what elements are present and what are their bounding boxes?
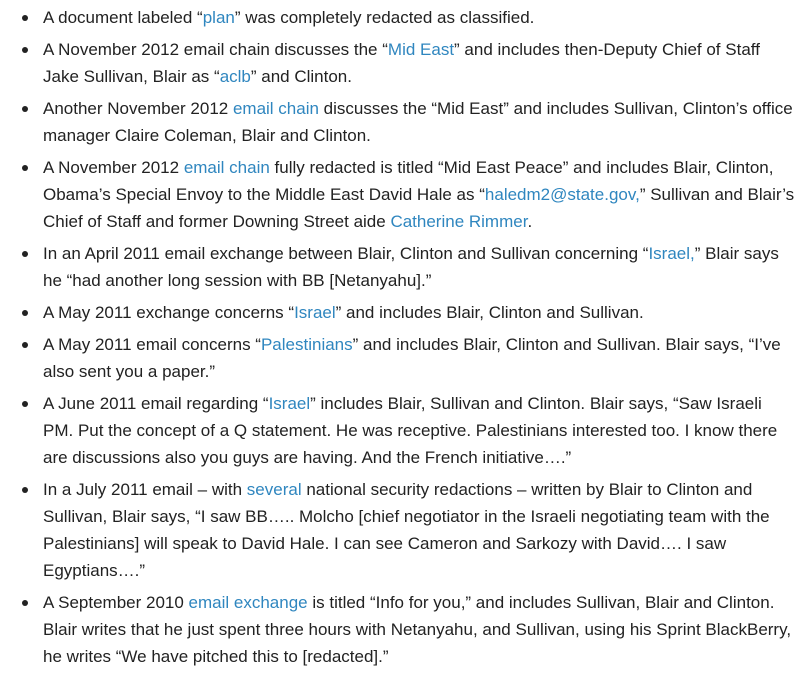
item-text: In an April 2011 email exchange between Blair, Clinton and Sullivan concerning “ [43, 244, 649, 263]
item-text: ” and includes Blair, Clinton and Sullivan. Blair says, “I’ve also sent you a paper.” [43, 335, 781, 381]
item-text: A June 2011 email regarding “ [43, 394, 269, 413]
item-text: ” Blair says he “had another long session with BB [Netanyahu].” [43, 244, 779, 290]
inline-link[interactable]: Israel [268, 394, 311, 413]
list-item [0, 154, 802, 235]
list-item [0, 299, 802, 326]
list-item [0, 476, 802, 584]
bullet-icon [22, 600, 28, 606]
inline-link[interactable]: Israel [294, 303, 336, 322]
inline-link[interactable]: aclb [219, 67, 251, 86]
bullet-icon [22, 310, 28, 316]
list-item [0, 390, 802, 471]
inline-link[interactable]: email chain [183, 158, 270, 177]
inline-link[interactable]: Mid East [387, 40, 455, 59]
item-text: ” and includes then-Deputy Chief of Staff Jake Sullivan, Blair as “ [43, 40, 760, 86]
item-text: ” and includes Blair, Clinton and Sullivan. [335, 303, 644, 322]
inline-link[interactable]: plan [202, 8, 235, 27]
item-text: Another November 2012 [43, 99, 233, 118]
item-text: A September 2010 [43, 593, 189, 612]
item-text: is titled “Info for you,” and includes Sullivan, Blair and Clinton. Blair writes that he just spent three hours with Netanyahu, and Sullivan, using his Sprint BlackBerry, he writes “We have pitched this to [redacted].” [43, 593, 792, 666]
item-text: In a July 2011 email – with [43, 480, 247, 499]
item-text: fully redacted is titled “Mid East Peace” and includes Blair, Clinton, Obama’s Special Envoy to the Middle East David Hale as “ [43, 158, 774, 204]
item-text: A November 2012 email chain discusses the “ [43, 40, 388, 59]
inline-link[interactable]: several [246, 480, 302, 499]
inline-link[interactable]: Palestinians [260, 335, 353, 354]
item-text: ” was completely redacted as classified. [234, 8, 535, 27]
item-text: A May 2011 email concerns “ [43, 335, 261, 354]
bullet-icon [22, 342, 28, 348]
bullet-icon [22, 401, 28, 407]
list-item [0, 95, 802, 149]
inline-link[interactable]: Israel, [648, 244, 695, 263]
bullet-icon [22, 165, 28, 171]
item-text: national security redactions – written by Blair to Clinton and Sullivan, Blair says, “I saw BB….. Molcho [chief negotiator in the Israeli negotiating team with the Palestinians] will speak to David Hale. I can see Cameron and Sarkozy with David…. I saw Egyptians….” [43, 480, 770, 580]
item-text: ” and Clinton. [250, 67, 352, 86]
list-item [0, 589, 802, 670]
list-item [0, 331, 802, 385]
bullet-icon [22, 47, 28, 53]
item-text: ” includes Blair, Sullivan and Clinton. Blair says, “Saw Israeli PM. Put the concept of a Q statement. He was receptive. Palestinians interested too. I know there are discussions also you guys are having. And the French initiative….” [43, 394, 778, 467]
inline-link[interactable]: email exchange [188, 593, 308, 612]
item-text: ” Sullivan and Blair’s Chief of Staff and former Downing Street aide [43, 185, 795, 231]
inline-link[interactable]: haledm2@state.gov, [484, 185, 640, 204]
inline-link[interactable]: Catherine Rimmer [390, 212, 528, 231]
inline-link[interactable]: email chain [232, 99, 319, 118]
item-text: A November 2012 [43, 158, 184, 177]
item-text: A May 2011 exchange concerns “ [43, 303, 295, 322]
bullet-icon [22, 106, 28, 112]
item-text: . [527, 212, 533, 231]
bullet-icon [22, 487, 28, 493]
list-item [0, 36, 802, 90]
list-item [0, 240, 802, 294]
bullet-icon [22, 251, 28, 257]
list-item [0, 4, 802, 31]
item-text: discusses the “Mid East” and includes Sullivan, Clinton’s office manager Claire Coleman, Blair and Clinton. [43, 99, 793, 145]
item-text: A document labeled “ [43, 8, 203, 27]
bullet-icon [22, 15, 28, 21]
